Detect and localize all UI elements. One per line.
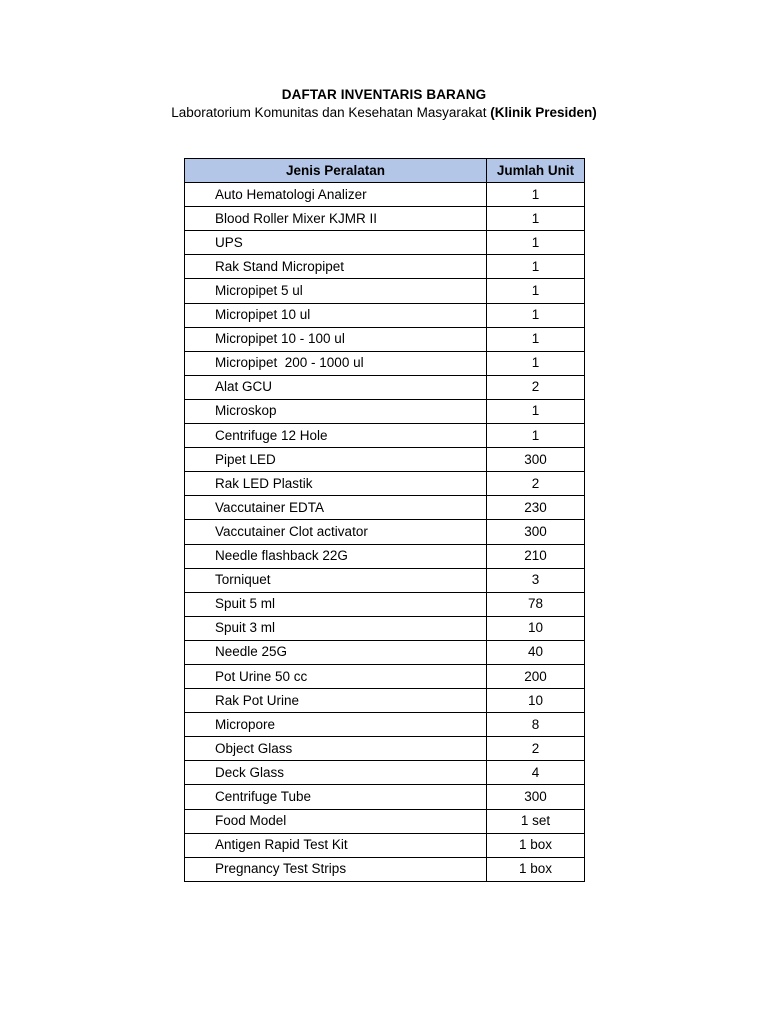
quantity-cell: 1 (487, 279, 585, 303)
table-row (185, 833, 585, 857)
table-row (185, 375, 585, 399)
document-header (0, 86, 768, 122)
quantity-cell: 300 (487, 520, 585, 544)
table-row (185, 399, 585, 423)
table-row (185, 640, 585, 664)
equipment-name-cell: Needle flashback 22G (185, 544, 487, 568)
document-title: DAFTAR INVENTARIS BARANG (281, 87, 487, 102)
equipment-name-cell: Needle 25G (185, 640, 487, 664)
table-row (185, 207, 585, 231)
column-header-quantity: Jumlah Unit (487, 159, 585, 183)
equipment-name-cell: Micropipet 10 ul (185, 303, 487, 327)
quantity-cell: 1 box (487, 857, 585, 881)
quantity-cell: 1 (487, 303, 585, 327)
equipment-name-cell: Food Model (185, 809, 487, 833)
quantity-cell: 2 (487, 472, 585, 496)
quantity-cell: 10 (487, 616, 585, 640)
table-row (185, 616, 585, 640)
table-row (185, 327, 585, 351)
quantity-cell: 40 (487, 640, 585, 664)
quantity-cell: 10 (487, 689, 585, 713)
table-row (185, 568, 585, 592)
equipment-name-cell: Micropipet 5 ul (185, 279, 487, 303)
quantity-cell: 1 box (487, 833, 585, 857)
table-row (185, 448, 585, 472)
table-row (185, 689, 585, 713)
equipment-name-cell: Torniquet (185, 568, 487, 592)
equipment-name-cell: Spuit 5 ml (185, 592, 487, 616)
equipment-name-cell: Micropipet 10 - 100 ul (185, 327, 487, 351)
table-row (185, 785, 585, 809)
equipment-name-cell: Auto Hematologi Analizer (185, 183, 487, 207)
equipment-name-cell: Rak Stand Micropipet (185, 255, 487, 279)
equipment-name-cell: Microskop (185, 399, 487, 423)
quantity-cell: 1 (487, 399, 585, 423)
quantity-cell: 1 (487, 183, 585, 207)
equipment-name-cell: Micropore (185, 713, 487, 737)
quantity-cell: 300 (487, 785, 585, 809)
table-row (185, 592, 585, 616)
equipment-name-cell: Pregnancy Test Strips (185, 857, 487, 881)
table-row (185, 279, 585, 303)
quantity-cell: 2 (487, 375, 585, 399)
quantity-cell: 1 (487, 327, 585, 351)
inventory-table (184, 158, 585, 882)
quantity-cell: 200 (487, 664, 585, 688)
quantity-cell: 2 (487, 737, 585, 761)
table-row (185, 255, 585, 279)
equipment-name-cell: Deck Glass (185, 761, 487, 785)
table-row (185, 664, 585, 688)
quantity-cell: 210 (487, 544, 585, 568)
equipment-name-cell: Centrifuge 12 Hole (185, 424, 487, 448)
table-row (185, 809, 585, 833)
quantity-cell: 78 (487, 592, 585, 616)
table-row (185, 713, 585, 737)
equipment-name-cell: Blood Roller Mixer KJMR II (185, 207, 487, 231)
quantity-cell: 1 (487, 231, 585, 255)
document-subtitle-bold: (Klinik Presiden) (490, 105, 597, 120)
table-row (185, 424, 585, 448)
quantity-cell: 230 (487, 496, 585, 520)
inventory-table-body (185, 183, 585, 882)
equipment-name-cell: Object Glass (185, 737, 487, 761)
table-row (185, 520, 585, 544)
table-header-row (185, 159, 585, 183)
quantity-cell: 4 (487, 761, 585, 785)
column-header-equipment: Jenis Peralatan (185, 159, 487, 183)
quantity-cell: 1 (487, 351, 585, 375)
equipment-name-cell: UPS (185, 231, 487, 255)
table-row (185, 761, 585, 785)
equipment-name-cell: Antigen Rapid Test Kit (185, 833, 487, 857)
table-row (185, 231, 585, 255)
table-row (185, 472, 585, 496)
table-row (185, 737, 585, 761)
equipment-name-cell: Rak Pot Urine (185, 689, 487, 713)
quantity-cell: 3 (487, 568, 585, 592)
table-row (185, 496, 585, 520)
document-subtitle-regular: Laboratorium Komunitas dan Kesehatan Masyarakat (171, 105, 491, 120)
equipment-name-cell: Centrifuge Tube (185, 785, 487, 809)
equipment-name-cell: Pot Urine 50 cc (185, 664, 487, 688)
table-row (185, 857, 585, 881)
table-row (185, 183, 585, 207)
quantity-cell: 1 (487, 424, 585, 448)
quantity-cell: 1 (487, 207, 585, 231)
table-row (185, 351, 585, 375)
quantity-cell: 300 (487, 448, 585, 472)
equipment-name-cell: Alat GCU (185, 375, 487, 399)
equipment-name-cell: Spuit 3 ml (185, 616, 487, 640)
quantity-cell: 1 set (487, 809, 585, 833)
inventory-table-head (185, 159, 585, 183)
quantity-cell: 1 (487, 255, 585, 279)
equipment-name-cell: Pipet LED (185, 448, 487, 472)
table-row (185, 544, 585, 568)
equipment-name-cell: Rak LED Plastik (185, 472, 487, 496)
equipment-name-cell: Micropipet 200 - 1000 ul (185, 351, 487, 375)
quantity-cell: 8 (487, 713, 585, 737)
document-subtitle (0, 104, 768, 122)
equipment-name-cell: Vaccutainer Clot activator (185, 520, 487, 544)
equipment-name-cell: Vaccutainer EDTA (185, 496, 487, 520)
table-row (185, 303, 585, 327)
